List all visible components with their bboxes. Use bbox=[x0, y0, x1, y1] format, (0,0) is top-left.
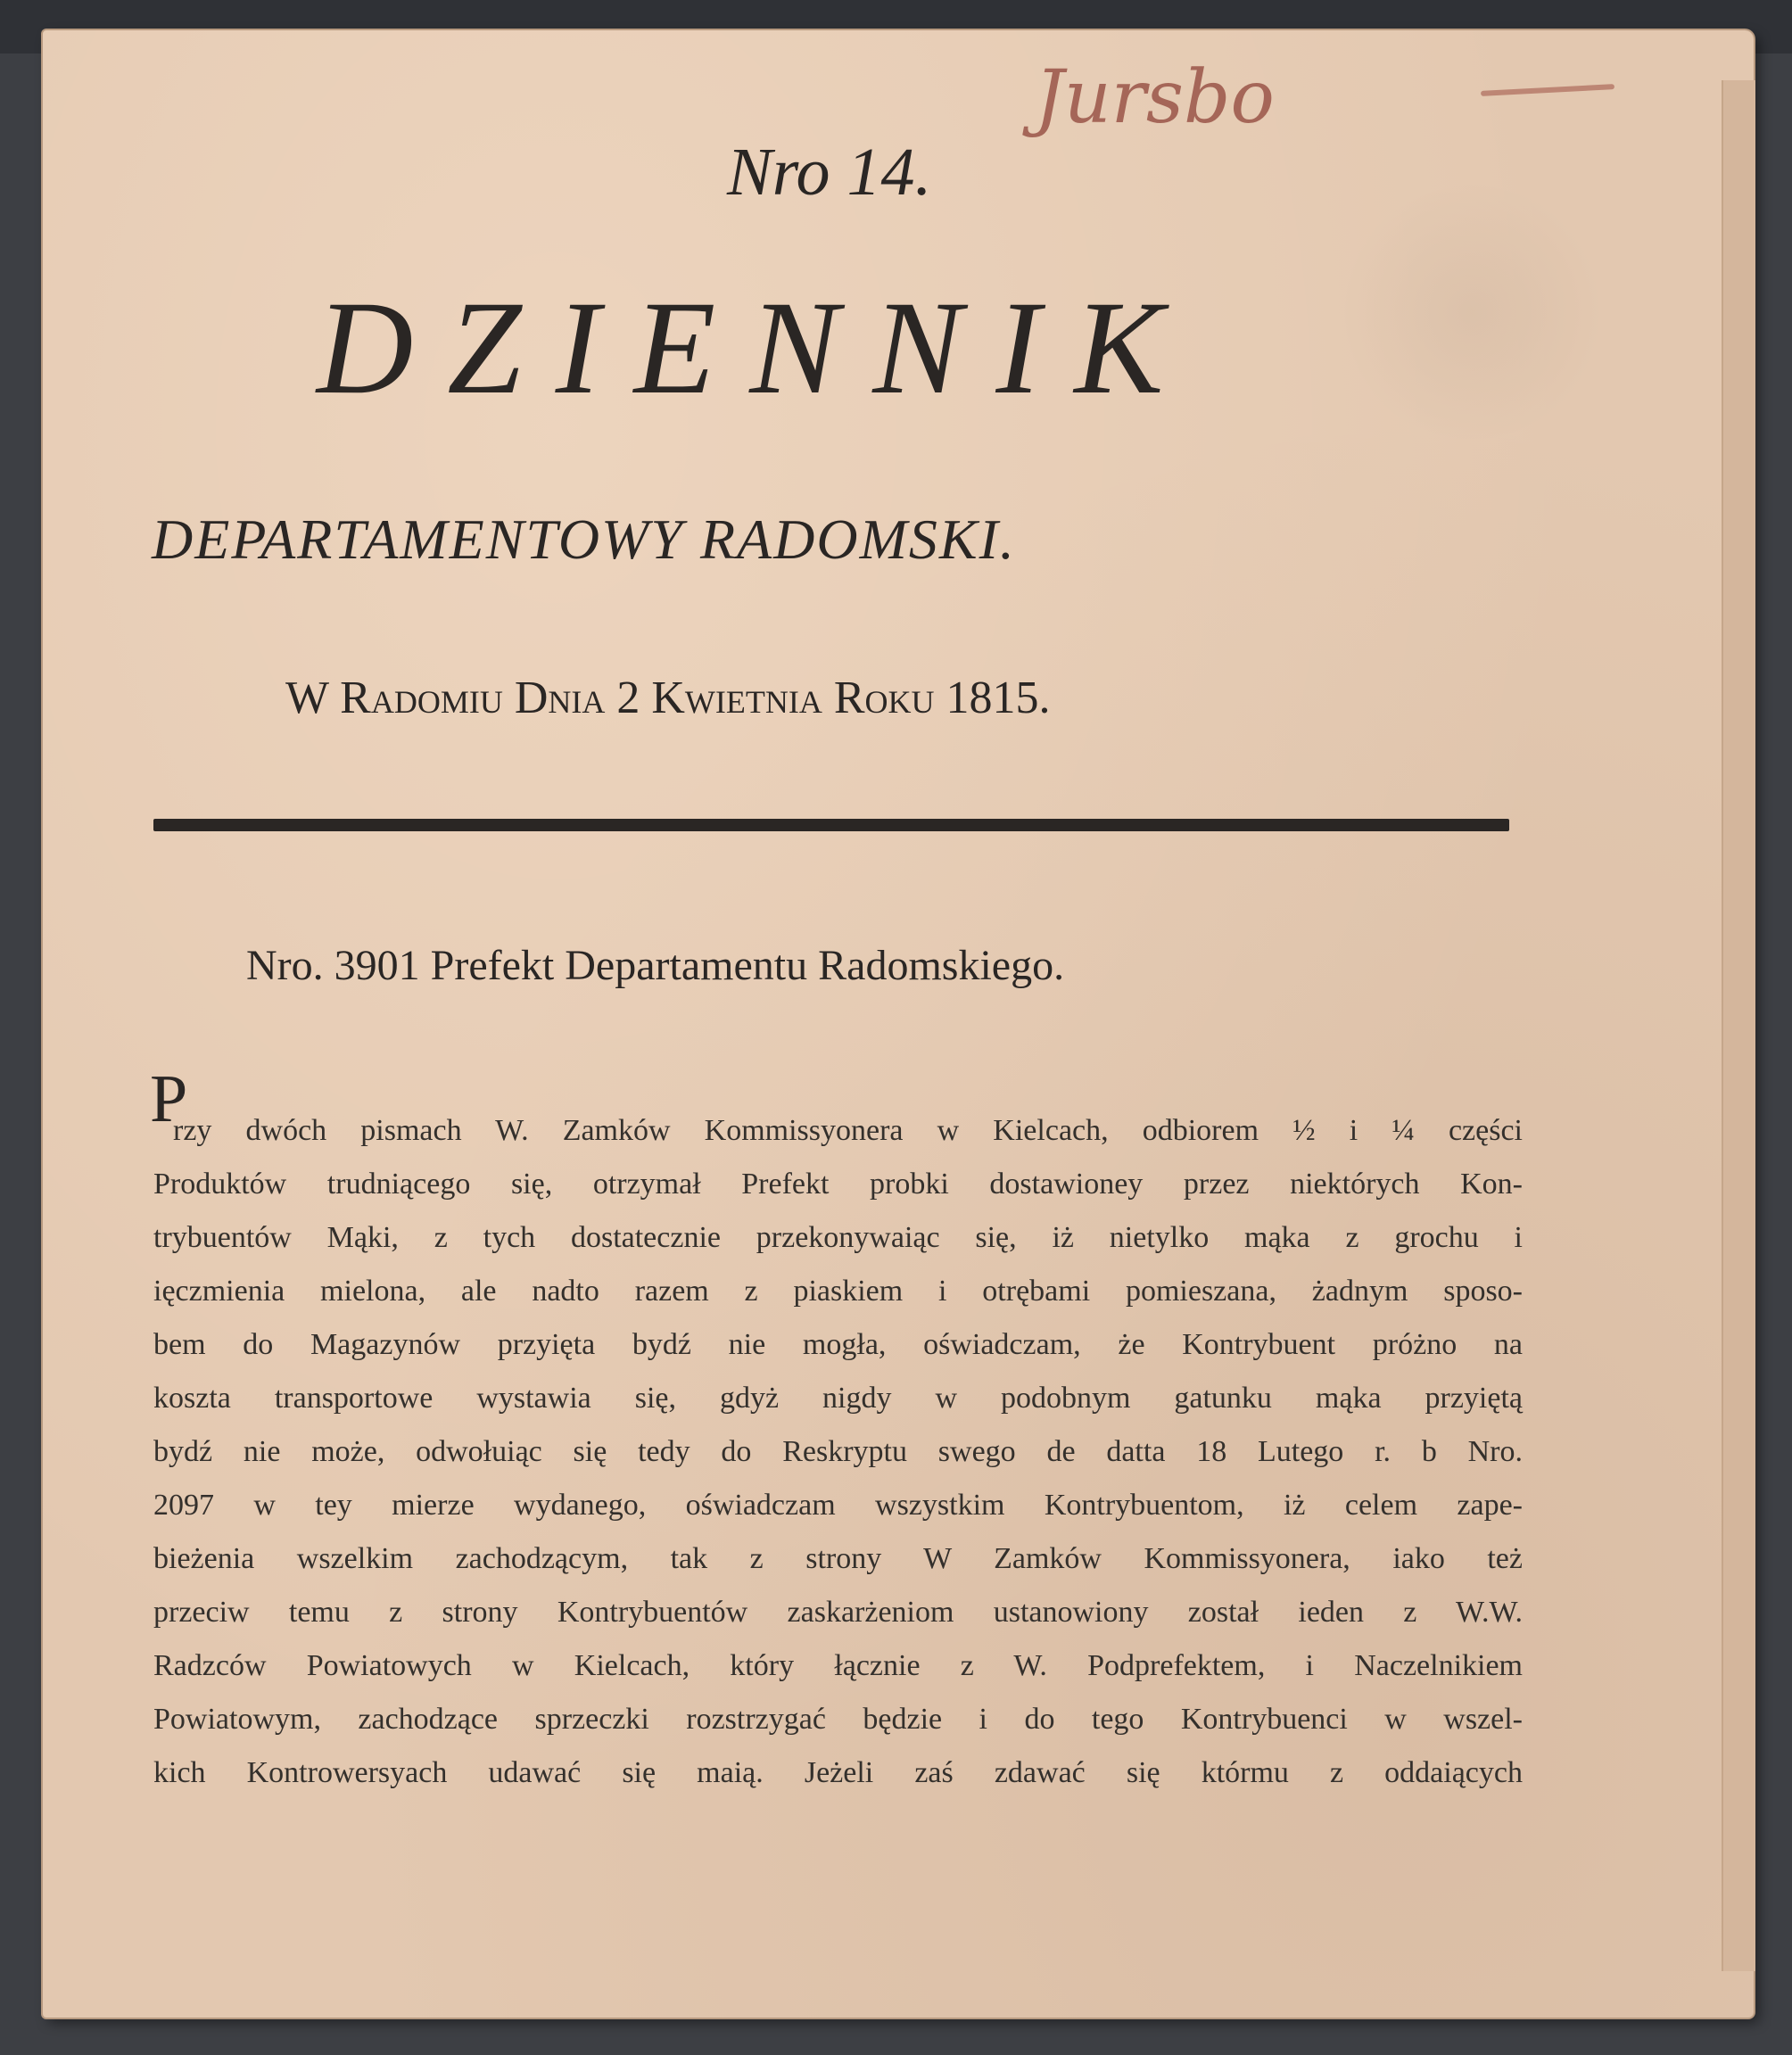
body-line: ięczmienia mielona, ale nadto razem z piaskiem i otrębami pomieszana, żadnym sposo- bbox=[153, 1275, 1523, 1308]
body-line: 2097 w tey mierze wydanego, oświadczam wszystkim Kontrybuentom, iż celem zape- bbox=[153, 1489, 1523, 1522]
body-line: bem do Magazynów przyięta bydź nie mogła, oświadczam, że Kontrybuent próżno na bbox=[153, 1328, 1523, 1361]
body-line: rzy dwóch pismach W. Zamków Kommissyonera w Kielcach, odbiorem ½ i ¼ części bbox=[173, 1114, 1523, 1147]
body-line: przeciw temu z strony Kontrybuentów zaskarżeniom ustanowiony został ieden z W.W. bbox=[153, 1596, 1523, 1629]
body-line: kich Kontrowersyach udawać się maią. Jeżeli zaś zdawać się którmu z oddaiących bbox=[153, 1756, 1523, 1789]
issue-number: Nro 14. bbox=[727, 135, 932, 210]
drop-cap: P bbox=[150, 1061, 188, 1136]
body-line: Powiatowym, zachodzące sprzeczki rozstrzygać będzie i do tego Kontrybuenci w wszel- bbox=[153, 1703, 1523, 1736]
body-line: trybuentów Mąki, z tych dostatecznie przekonywaiąc się, iż nietylko mąka z grochu i bbox=[153, 1221, 1523, 1254]
notice-heading: Nro. 3901 Prefekt Departamentu Radomskiego. bbox=[246, 942, 1065, 989]
body-line: bydź nie może, odwołuiąc się tedy do Reskryptu swego de datta 18 Lutego r. b Nro. bbox=[153, 1435, 1523, 1468]
page-edge bbox=[1722, 80, 1755, 1971]
masthead-subtitle: DEPARTAMENTOWY RADOMSKI. bbox=[152, 508, 1016, 571]
body-line: bieżenia wszelkim zachodzącym, tak z strony W Zamków Kommissyonera, iako też bbox=[153, 1542, 1523, 1575]
body-line: Radzców Powiatowych w Kielcach, który łącznie z W. Podprefektem, i Naczelnikiem bbox=[153, 1649, 1523, 1682]
body-line: koszta transportowe wystawia się, gdyż nigdy w podobnym gatunku mąka przyiętą bbox=[153, 1382, 1523, 1415]
masthead-rule bbox=[153, 819, 1509, 831]
handwritten-stamp: Jursbo bbox=[1035, 55, 1275, 140]
masthead-title: DZIENNIK bbox=[317, 274, 1198, 422]
notice-body bbox=[153, 1104, 1523, 1818]
dateline: W Radomiu Dnia 2 Kwietnia Roku 1815. bbox=[285, 673, 1051, 723]
body-line: Produktów trudniącego się, otrzymał Prefekt probki dostawioney przez niektórych Kon- bbox=[153, 1168, 1523, 1201]
